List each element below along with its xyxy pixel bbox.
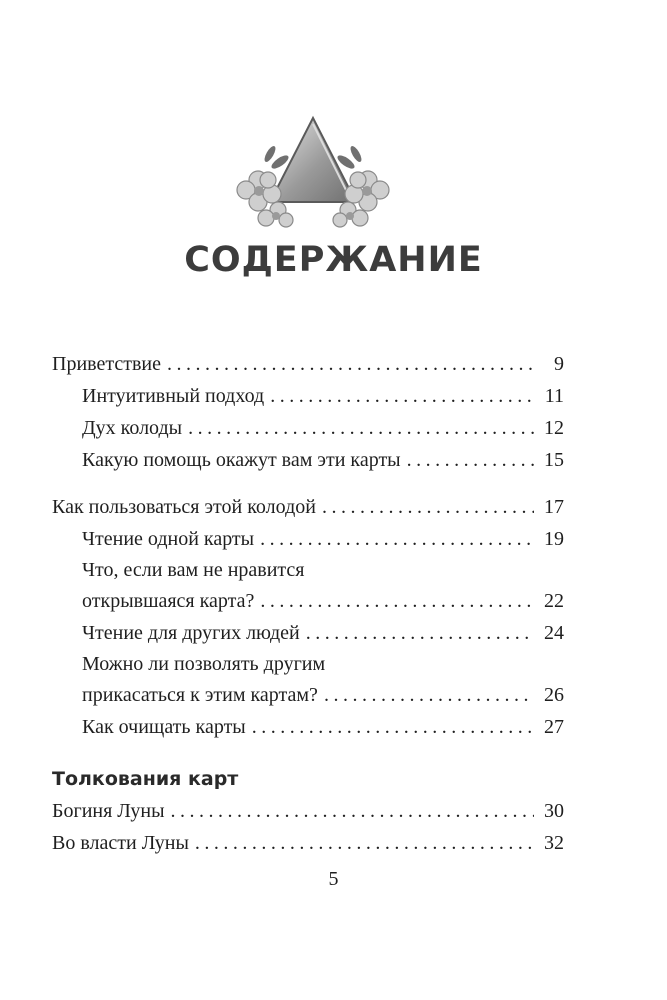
toc-entry-label: Приветствие — [52, 353, 161, 375]
toc-entry[interactable] — [52, 380, 564, 412]
toc-page-number: 30 — [544, 800, 564, 822]
toc-page-number: 19 — [544, 528, 564, 550]
toc-entry-label: Чтение одной карты — [82, 528, 255, 550]
toc-page-number: 26 — [544, 684, 564, 706]
toc-entry-label: открывшаяся карта? — [82, 590, 255, 612]
toc-page-number: 11 — [544, 385, 564, 407]
page-number: 5 — [328, 868, 339, 890]
toc-entry-label: Интуитивный подход — [82, 385, 265, 407]
toc-entry-label: прикасаться к этим картам? — [82, 684, 318, 706]
toc-entry-label: Какую помощь окажут вам эти карты — [82, 449, 401, 471]
toc-entry[interactable] — [52, 711, 564, 743]
toc-entry-label: Как пользоваться этой колодой — [52, 496, 316, 518]
toc-entry-label-line1: Что, если вам не нравится — [82, 559, 305, 581]
leader-dots — [252, 711, 534, 743]
leader-dots — [260, 523, 534, 555]
toc-page-number: 27 — [544, 716, 564, 738]
leader-dots — [324, 679, 534, 711]
toc-entry[interactable] — [52, 585, 564, 617]
toc-entry[interactable] — [52, 444, 564, 476]
spacer — [52, 743, 564, 763]
toc-entry[interactable] — [52, 412, 564, 444]
spacer — [52, 476, 564, 491]
toc-page-number: 32 — [544, 832, 564, 854]
leader-dots — [171, 795, 535, 827]
leader-dots — [195, 827, 534, 859]
leader-dots — [322, 491, 534, 523]
toc-entry[interactable] — [52, 617, 564, 649]
toc-page-number: 24 — [544, 622, 564, 644]
toc-page-number: 22 — [544, 590, 564, 612]
toc-entry[interactable] — [52, 491, 564, 523]
leader-dots — [167, 348, 534, 380]
leader-dots — [260, 585, 534, 617]
toc-entry-label: Во власти Луны — [52, 832, 189, 854]
leader-dots — [407, 444, 534, 476]
toc-entry-label: Дух колоды — [82, 417, 183, 439]
toc-entry[interactable] — [52, 795, 564, 827]
toc-entry-label-line1: Можно ли позволять другим — [82, 653, 326, 675]
section-heading: Толкования карт — [52, 768, 239, 790]
page-title: СОДЕРЖАНИЕ — [184, 240, 483, 280]
toc-entry-label: Богиня Луны — [52, 800, 165, 822]
leader-dots — [188, 412, 534, 444]
toc-entry[interactable] — [52, 523, 564, 555]
table-of-contents — [52, 348, 564, 859]
toc-entry[interactable] — [52, 827, 564, 859]
toc-page-number: 17 — [544, 496, 564, 518]
toc-page-number: 9 — [554, 353, 564, 375]
toc-page-number: 15 — [544, 449, 564, 471]
toc-entry-label: Чтение для других людей — [82, 622, 300, 644]
toc-entry[interactable] — [52, 679, 564, 711]
toc-page-number: 12 — [544, 417, 564, 439]
triangle-flower-ornament-icon — [228, 110, 398, 230]
leader-dots — [270, 380, 534, 412]
leader-dots — [306, 617, 534, 649]
toc-entry[interactable] — [52, 348, 564, 380]
toc-entry-label: Как очищать карты — [82, 716, 246, 738]
